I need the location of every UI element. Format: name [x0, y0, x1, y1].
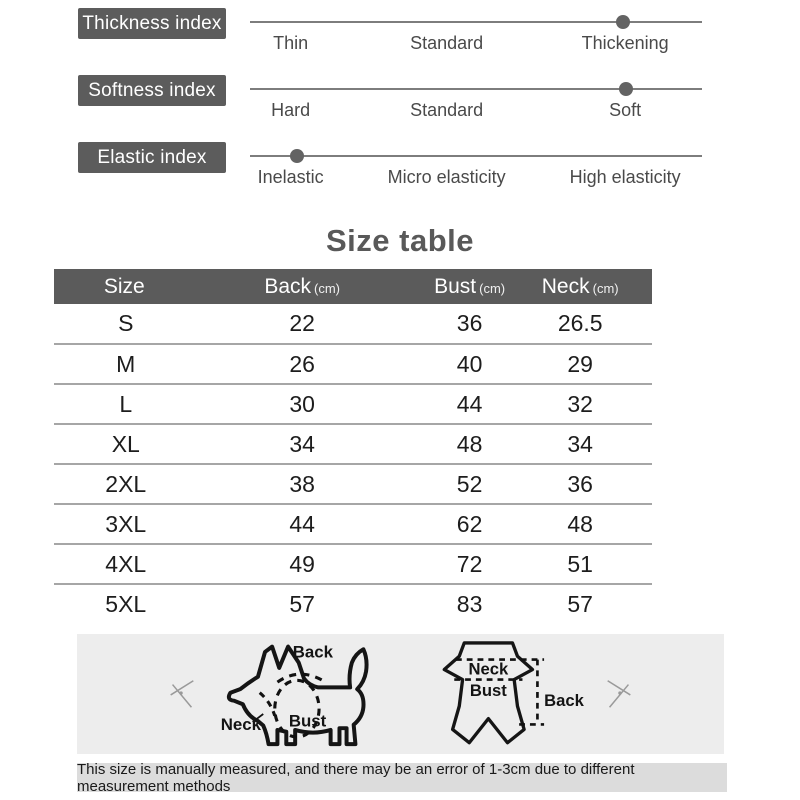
thickness-slider — [250, 8, 702, 68]
size-table-title: Size table — [326, 223, 474, 258]
bust-cell: 62 — [407, 504, 533, 544]
table-row — [54, 504, 652, 544]
dog-neck-label: Neck — [221, 714, 262, 734]
back-cell: 26 — [198, 344, 407, 384]
column-header-size: Size — [54, 269, 198, 304]
softness-index-row — [78, 75, 800, 142]
back-cell: 34 — [198, 424, 407, 464]
slider-dot — [619, 82, 633, 96]
table-row — [54, 584, 652, 624]
measurement-diagram-band — [77, 634, 724, 754]
left-sketch-arrow-icon — [165, 677, 199, 711]
size-table-header-row — [54, 269, 652, 304]
size-cell: 4XL — [54, 544, 198, 584]
slider-track — [250, 21, 702, 23]
dog-back-label: Back — [293, 641, 334, 661]
back-cell: 30 — [198, 384, 407, 424]
back-cell: 38 — [198, 464, 407, 504]
size-cell: M — [54, 344, 198, 384]
elastic-slider — [250, 142, 702, 202]
tick-label: Micro elasticity — [387, 167, 506, 187]
size-table — [54, 269, 652, 624]
neck-cell: 57 — [567, 591, 593, 617]
right-sketch-arrow-icon — [602, 677, 636, 711]
back-cell: 49 — [198, 544, 407, 584]
neck-cell: 48 — [532, 504, 652, 544]
thickness-index-row — [78, 8, 800, 75]
bust-cell: 40 — [407, 344, 533, 384]
neck-cell: 29 — [532, 344, 652, 384]
bust-cell: 72 — [407, 544, 533, 584]
bust-cell: 36 — [407, 304, 533, 344]
slider-dot — [290, 149, 304, 163]
bust-cell: 52 — [407, 464, 533, 504]
table-row — [54, 344, 652, 384]
garment-back-label: Back — [543, 690, 584, 710]
table-row — [54, 424, 652, 464]
tick-label: Standard — [410, 100, 484, 120]
garment-neck-label: Neck — [468, 659, 508, 679]
column-header-neck: Neck (cm) — [532, 269, 652, 304]
table-row — [54, 544, 652, 584]
table-row — [54, 304, 652, 344]
neck-cell: 36 — [532, 464, 652, 504]
size-cell: L — [54, 384, 198, 424]
elastic-index-row — [78, 142, 800, 209]
tick-label: Standard — [410, 33, 484, 53]
neck-cell: 26.5 — [532, 304, 652, 344]
bust-cell: 48 — [407, 424, 533, 464]
bust-cell: 44 — [407, 384, 533, 424]
size-cell: S — [54, 304, 198, 344]
neck-cell: 51 — [532, 544, 652, 584]
tick-label: Hard — [271, 100, 311, 120]
back-cell: 44 — [198, 504, 407, 544]
size-cell: 3XL — [54, 504, 198, 544]
table-row — [54, 384, 652, 424]
garment-measurement-diagram — [426, 636, 584, 753]
bust-cell: 83 — [456, 591, 483, 617]
index-sliders-section — [0, 0, 800, 209]
slider-track — [250, 155, 702, 157]
neck-cell: 34 — [532, 424, 652, 464]
slider-dot — [616, 15, 630, 29]
softness-slider — [250, 75, 702, 135]
column-header-back: Back (cm) — [198, 269, 407, 304]
tick-label: Inelastic — [257, 167, 324, 187]
thickness-index-label: Thickness index — [78, 8, 226, 39]
measurement-disclaimer: This size is manually measured, and there may be an error of 1-3cm due to different measurement methods — [77, 763, 727, 792]
dog-bust-label: Bust — [289, 710, 327, 730]
back-cell: 57 — [289, 591, 315, 617]
softness-index-label: Softness index — [78, 75, 226, 106]
elastic-index-label: Elastic index — [78, 142, 226, 173]
size-cell: 2XL — [54, 464, 198, 504]
back-cell: 22 — [198, 304, 407, 344]
tick-label: High elasticity — [569, 167, 681, 187]
slider-track — [250, 88, 702, 90]
tick-label: Thin — [273, 33, 309, 53]
table-row — [54, 464, 652, 504]
size-cell: XL — [54, 424, 198, 464]
column-header-bust: Bust (cm) — [407, 269, 533, 304]
garment-bust-label: Bust — [469, 680, 507, 700]
neck-cell: 32 — [532, 384, 652, 424]
tick-label: Soft — [609, 100, 642, 120]
dog-measurement-diagram — [217, 636, 407, 753]
tick-label: Thickening — [581, 33, 669, 53]
size-cell: 5XL — [105, 591, 147, 617]
